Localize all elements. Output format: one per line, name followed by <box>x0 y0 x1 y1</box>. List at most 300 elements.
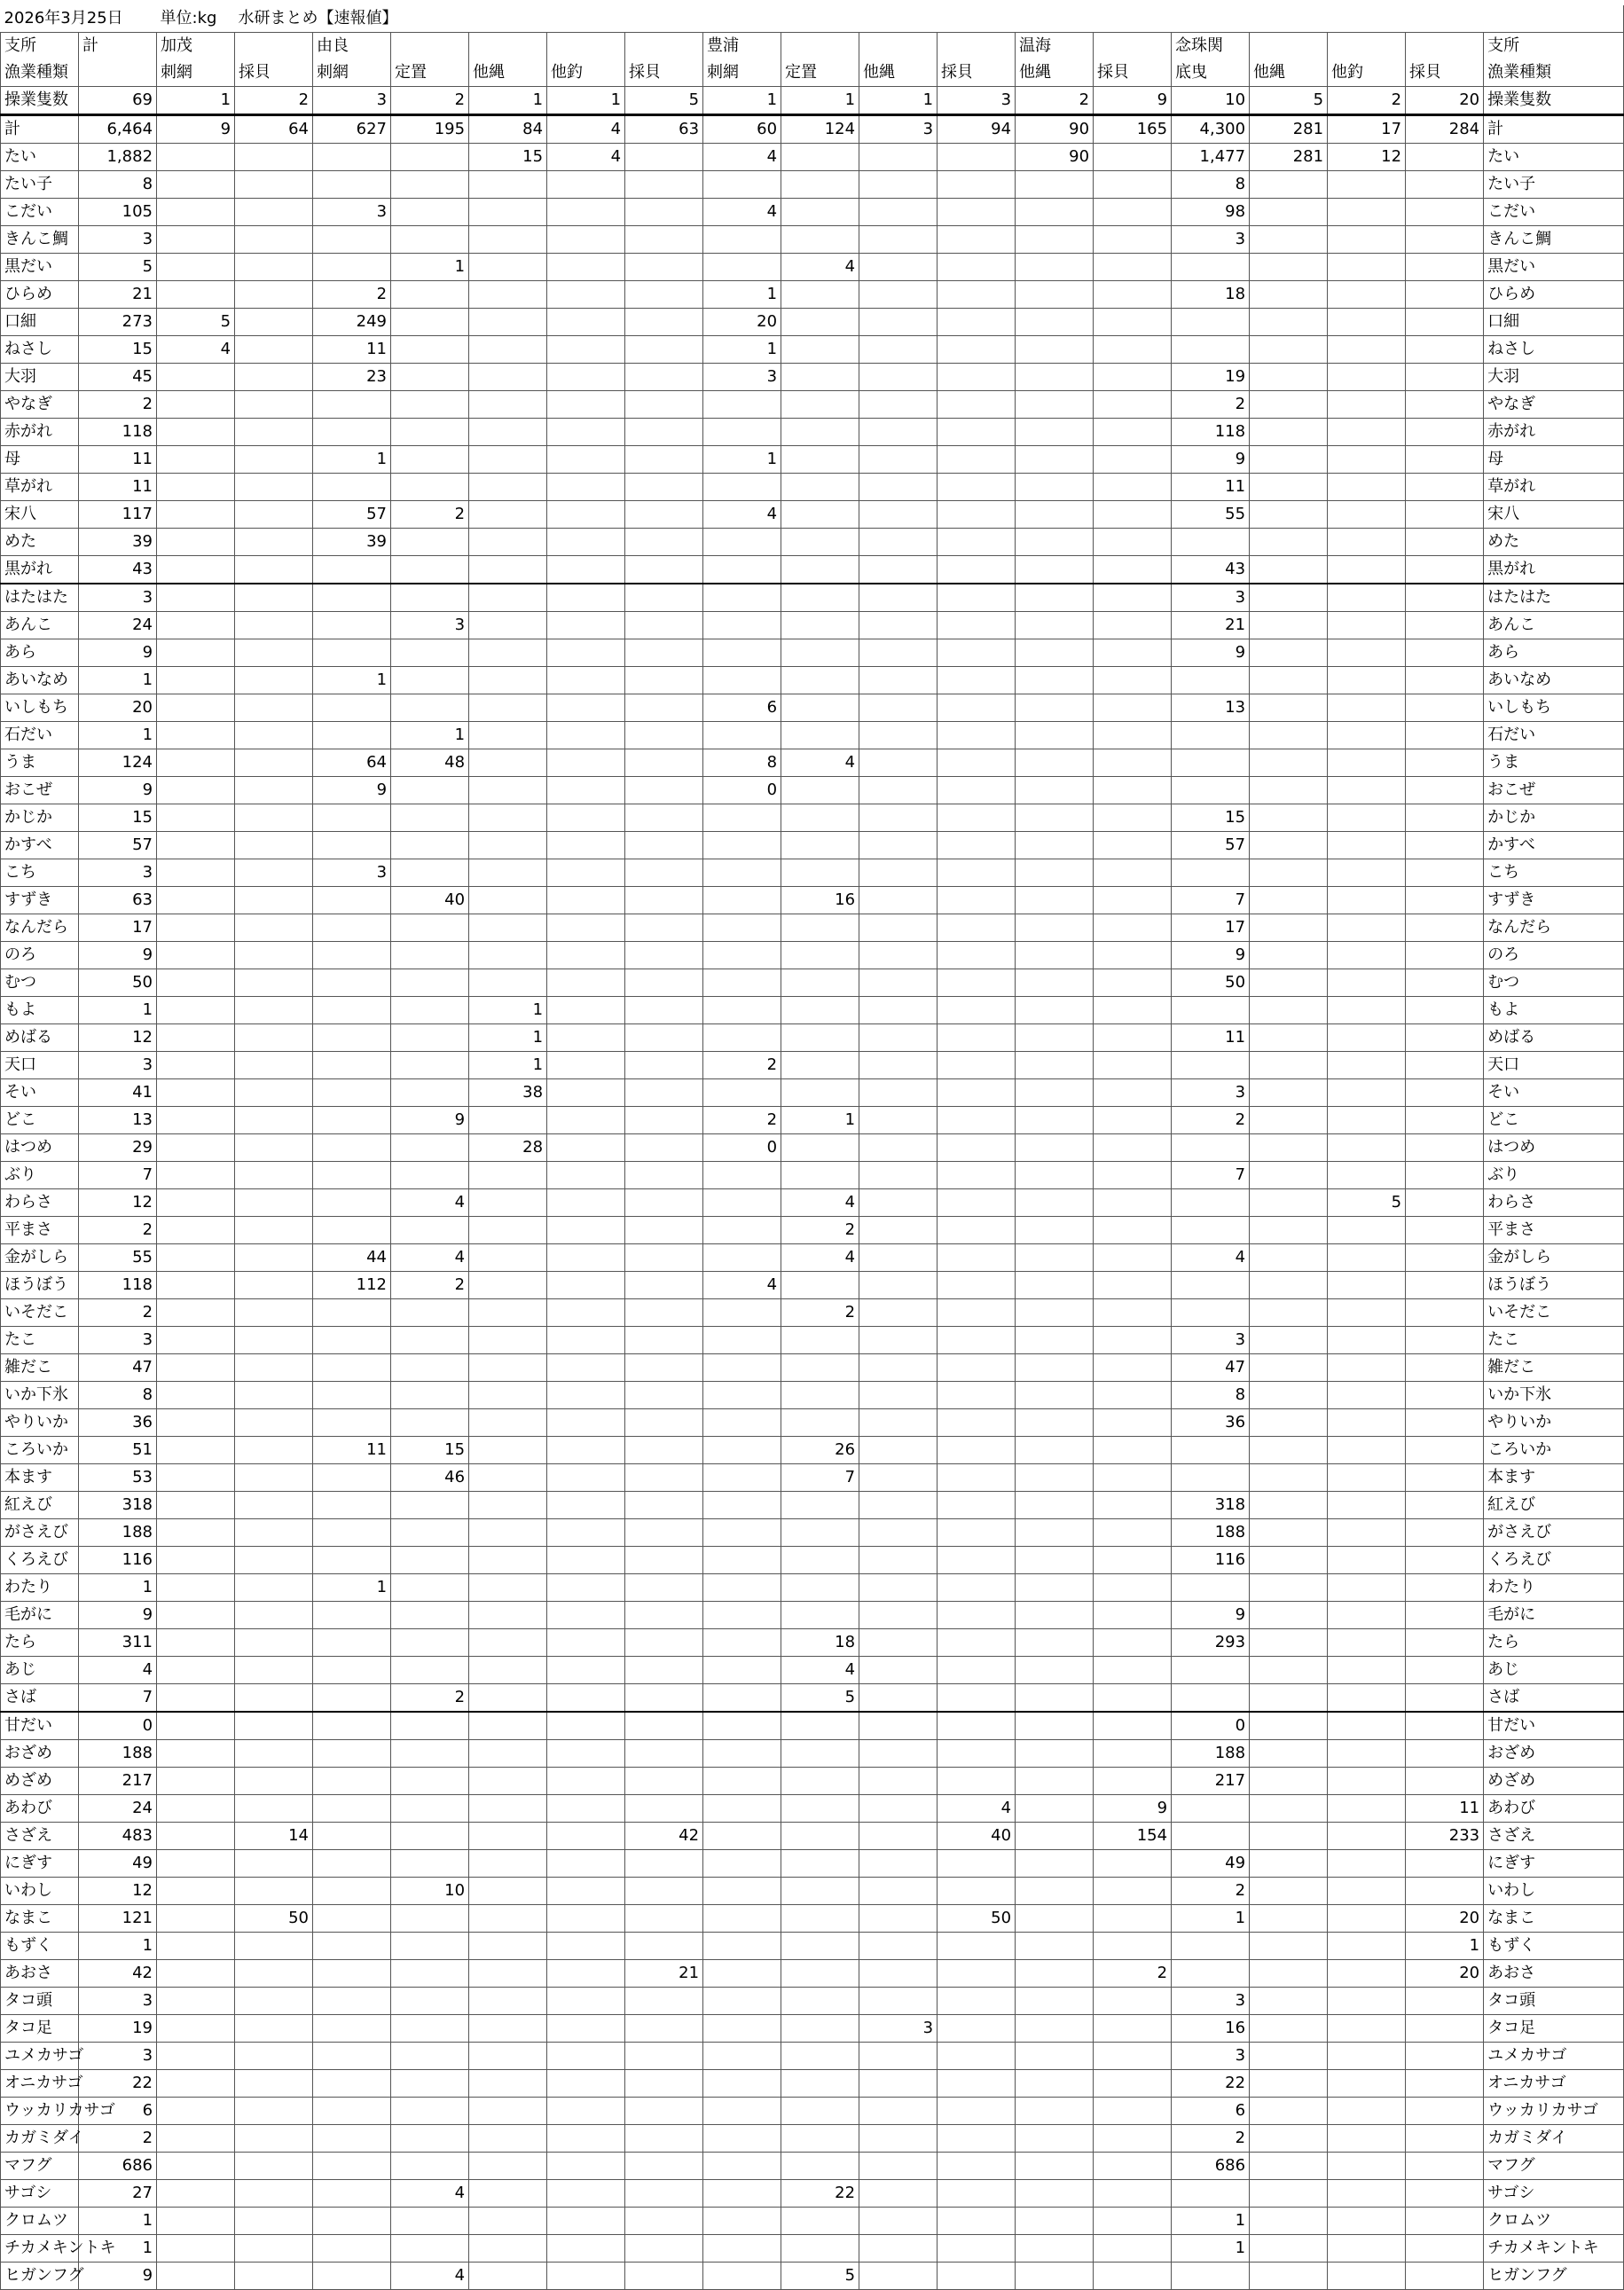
catch-value <box>1094 1107 1172 1134</box>
catch-value <box>781 1519 859 1547</box>
species-row <box>1 1382 1624 1409</box>
catch-value <box>859 914 938 942</box>
catch-value <box>781 446 859 474</box>
catch-value <box>938 1024 1016 1052</box>
catch-value <box>859 804 938 832</box>
catch-value <box>703 1382 781 1409</box>
species-name: 赤がれ <box>1 419 79 446</box>
catch-value <box>1328 364 1406 391</box>
species-name: 母 <box>1 446 79 474</box>
catch-value <box>1406 1492 1484 1519</box>
catch-value <box>859 2043 938 2070</box>
catch-value <box>1250 1079 1328 1107</box>
catch-value <box>1328 1299 1406 1327</box>
catch-value <box>703 1768 781 1795</box>
species-row <box>1 1547 1624 1574</box>
catch-value <box>703 1878 781 1905</box>
catch-value <box>703 1492 781 1519</box>
catch-value <box>469 1629 547 1657</box>
catch-value <box>157 1519 235 1547</box>
catch-value <box>157 2043 235 2070</box>
catch-value <box>781 419 859 446</box>
catch-value <box>469 1574 547 1602</box>
catch-value: 3 <box>79 859 157 887</box>
catch-value <box>859 1464 938 1492</box>
catch-value <box>859 226 938 254</box>
catch-value <box>1016 584 1094 612</box>
catch-value <box>625 529 703 556</box>
catch-value <box>781 529 859 556</box>
catch-value <box>703 171 781 199</box>
catch-value <box>235 1878 313 1905</box>
catch-value <box>469 199 547 226</box>
species-name: かすべ <box>1 832 79 859</box>
species-row <box>1 1657 1624 1684</box>
catch-value <box>703 722 781 749</box>
catch-value <box>1328 1740 1406 1768</box>
species-name: 大羽 <box>1 364 79 391</box>
catch-value <box>1094 694 1172 722</box>
catch-value <box>859 2263 938 2290</box>
catch-value <box>1094 1574 1172 1602</box>
species-name: あいなめ <box>1 667 79 694</box>
catch-value <box>1250 1740 1328 1768</box>
catch-value <box>1094 1519 1172 1547</box>
catch-value <box>859 694 938 722</box>
catch-value: 1 <box>391 254 469 281</box>
catch-value <box>625 914 703 942</box>
catch-value <box>469 1878 547 1905</box>
gear-type-cell: 採貝 <box>235 59 313 87</box>
catch-value <box>781 997 859 1024</box>
catch-value: 1,477 <box>1172 144 1250 171</box>
catch-value <box>703 1933 781 1960</box>
catch-value: 10 <box>391 1878 469 1905</box>
species-name: こち <box>1 859 79 887</box>
catch-value <box>469 1657 547 1684</box>
catch-value <box>235 1850 313 1878</box>
catch-value <box>625 722 703 749</box>
catch-value <box>235 1024 313 1052</box>
catch-value: 2 <box>391 1684 469 1713</box>
species-row <box>1 859 1624 887</box>
catch-value <box>235 804 313 832</box>
species-name-right: めざめ <box>1484 1768 1624 1795</box>
species-name: めばる <box>1 1024 79 1052</box>
catch-value <box>1016 1052 1094 1079</box>
catch-value <box>1406 1574 1484 1602</box>
catch-value <box>859 501 938 529</box>
catch-value <box>938 1602 1016 1629</box>
catch-value <box>781 942 859 969</box>
catch-value <box>781 2070 859 2098</box>
catch-value <box>1328 832 1406 859</box>
total-value: 4,300 <box>1172 115 1250 144</box>
catch-value <box>859 1244 938 1272</box>
catch-value <box>1172 1134 1250 1162</box>
catch-value: 0 <box>703 777 781 804</box>
species-name-right: さざえ <box>1484 1823 1624 1850</box>
catch-value <box>781 1024 859 1052</box>
catch-value: 217 <box>1172 1768 1250 1795</box>
species-row <box>1 612 1624 639</box>
species-name: たい子 <box>1 171 79 199</box>
catch-value <box>391 1768 469 1795</box>
catch-value <box>235 2153 313 2180</box>
catch-value <box>1250 199 1328 226</box>
catch-value <box>1016 1519 1094 1547</box>
catch-value <box>235 2125 313 2153</box>
gear-type-cell: 採貝 <box>938 59 1016 87</box>
catch-value <box>1406 1217 1484 1244</box>
catch-value <box>313 556 391 584</box>
catch-value <box>781 364 859 391</box>
catch-value <box>157 1547 235 1574</box>
gear-type-cell: 定置 <box>391 59 469 87</box>
species-row <box>1 501 1624 529</box>
catch-value <box>313 832 391 859</box>
catch-value <box>391 2153 469 2180</box>
catch-value <box>1328 942 1406 969</box>
catch-value <box>625 2235 703 2263</box>
catch-value <box>313 1547 391 1574</box>
catch-value <box>547 1657 625 1684</box>
catch-value <box>703 1519 781 1547</box>
catch-value <box>1406 997 1484 1024</box>
catch-value <box>391 281 469 309</box>
catch-value <box>625 639 703 667</box>
catch-value <box>938 446 1016 474</box>
catch-value <box>1016 1795 1094 1823</box>
catch-value: 1 <box>781 1107 859 1134</box>
catch-value <box>469 1519 547 1547</box>
catch-value <box>1172 1437 1250 1464</box>
species-name: オニカサゴ <box>1 2070 79 2098</box>
catch-value <box>1016 1134 1094 1162</box>
species-name-right: 宋八 <box>1484 501 1624 529</box>
catch-value <box>625 1189 703 1217</box>
gear-type-cell: 刺網 <box>703 59 781 87</box>
species-row <box>1 804 1624 832</box>
catch-value <box>625 1712 703 1740</box>
catch-value <box>235 1382 313 1409</box>
catch-value <box>547 1217 625 1244</box>
catch-value <box>859 859 938 887</box>
catch-value <box>157 1052 235 1079</box>
species-name: ヒガンフグ <box>1 2263 79 2290</box>
species-name-right: のろ <box>1484 942 1624 969</box>
species-row <box>1 694 1624 722</box>
catch-value <box>157 2125 235 2153</box>
catch-value <box>1016 2043 1094 2070</box>
catch-value: 293 <box>1172 1629 1250 1657</box>
catch-value <box>469 1795 547 1823</box>
species-name: むつ <box>1 969 79 997</box>
catch-value <box>938 1052 1016 1079</box>
catch-value <box>391 1712 469 1740</box>
catch-value <box>1172 1574 1250 1602</box>
catch-value <box>1250 281 1328 309</box>
catch-value: 2 <box>781 1299 859 1327</box>
catch-value <box>391 804 469 832</box>
species-name: チカメキントキ <box>1 2235 79 2263</box>
species-name: かじか <box>1 804 79 832</box>
catch-value <box>859 309 938 336</box>
catch-value: 9 <box>79 942 157 969</box>
species-row <box>1 722 1624 749</box>
species-name-right: おこぜ <box>1484 777 1624 804</box>
branch-header-row <box>1 33 1624 60</box>
catch-value: 3 <box>1172 1079 1250 1107</box>
catch-value <box>938 529 1016 556</box>
catch-value: 0 <box>1172 1712 1250 1740</box>
catch-value: 13 <box>1172 694 1250 722</box>
catch-value <box>1250 1437 1328 1464</box>
ops-value: 69 <box>79 87 157 115</box>
catch-value <box>547 529 625 556</box>
catch-value <box>469 2125 547 2153</box>
catch-value <box>1094 1162 1172 1189</box>
catch-value <box>938 144 1016 171</box>
catch-value <box>157 2208 235 2235</box>
catch-value <box>547 364 625 391</box>
catch-value <box>1406 1052 1484 1079</box>
species-row <box>1 1299 1624 1327</box>
catch-value: 21 <box>79 281 157 309</box>
catch-value: 3 <box>1172 584 1250 612</box>
catch-value <box>859 887 938 914</box>
catch-value <box>781 1547 859 1574</box>
catch-value <box>157 2015 235 2043</box>
species-name: もよ <box>1 997 79 1024</box>
catch-value <box>1016 1850 1094 1878</box>
catch-value <box>235 1768 313 1795</box>
catch-value <box>547 501 625 529</box>
catch-value <box>703 1409 781 1437</box>
catch-value: 2 <box>313 281 391 309</box>
catch-value <box>1094 2043 1172 2070</box>
catch-value: 20 <box>1406 1960 1484 1988</box>
catch-value <box>469 226 547 254</box>
catch-value <box>1250 501 1328 529</box>
catch-value <box>1016 1768 1094 1795</box>
catch-value <box>625 1134 703 1162</box>
catch-value <box>157 859 235 887</box>
species-name-right: 金がしら <box>1484 1244 1624 1272</box>
catch-value: 11 <box>313 1437 391 1464</box>
catch-value <box>1406 1712 1484 1740</box>
catch-value <box>1406 336 1484 364</box>
catch-value <box>1094 1768 1172 1795</box>
catch-value <box>938 1629 1016 1657</box>
catch-value: 318 <box>79 1492 157 1519</box>
species-name-right: クロムツ <box>1484 2208 1624 2235</box>
catch-value: 11 <box>79 446 157 474</box>
catch-value: 5 <box>157 309 235 336</box>
catch-value <box>1250 1795 1328 1823</box>
catch-value <box>469 1905 547 1933</box>
catch-value <box>1328 1657 1406 1684</box>
catch-value: 1 <box>79 2208 157 2235</box>
catch-value <box>625 1602 703 1629</box>
catch-value <box>313 639 391 667</box>
species-name: いわし <box>1 1878 79 1905</box>
catch-value <box>1328 1684 1406 1713</box>
catch-value <box>703 914 781 942</box>
catch-value <box>1328 281 1406 309</box>
catch-value <box>235 1272 313 1299</box>
catch-value <box>157 887 235 914</box>
total-value: 3 <box>859 115 938 144</box>
catch-value <box>547 722 625 749</box>
catch-value <box>547 667 625 694</box>
catch-value: 42 <box>625 1823 703 1850</box>
catch-value <box>391 446 469 474</box>
catch-value <box>469 556 547 584</box>
catch-value <box>1172 1684 1250 1713</box>
catch-value <box>313 1217 391 1244</box>
catch-value <box>1016 722 1094 749</box>
catch-value <box>1016 2235 1094 2263</box>
catch-value <box>859 1905 938 1933</box>
catch-value <box>703 2263 781 2290</box>
catch-value <box>391 171 469 199</box>
catch-value: 8 <box>79 171 157 199</box>
catch-value <box>313 1712 391 1740</box>
catch-value <box>1406 1657 1484 1684</box>
species-name: いか下氷 <box>1 1382 79 1409</box>
catch-value <box>859 254 938 281</box>
catch-value <box>313 2070 391 2098</box>
species-row <box>1 1464 1624 1492</box>
catch-value <box>1406 391 1484 419</box>
catch-value <box>1094 281 1172 309</box>
catch-value <box>157 639 235 667</box>
catch-value <box>235 584 313 612</box>
catch-value: 11 <box>1406 1795 1484 1823</box>
species-name-right: ひらめ <box>1484 281 1624 309</box>
catch-value <box>1328 1795 1406 1823</box>
catch-value: 4 <box>781 1657 859 1684</box>
catch-value: 2 <box>1172 391 1250 419</box>
catch-value: 8 <box>1172 171 1250 199</box>
catch-value <box>625 281 703 309</box>
catch-value <box>547 639 625 667</box>
catch-value <box>1406 1878 1484 1905</box>
catch-value <box>859 667 938 694</box>
catch-value: 55 <box>1172 501 1250 529</box>
catch-value: 2 <box>79 1217 157 1244</box>
catch-value <box>1016 1217 1094 1244</box>
catch-value <box>313 584 391 612</box>
catch-value <box>157 391 235 419</box>
catch-value <box>1328 446 1406 474</box>
catch-value: 20 <box>703 309 781 336</box>
catch-value <box>157 722 235 749</box>
catch-value: 9 <box>79 2263 157 2290</box>
catch-value <box>625 1492 703 1519</box>
catch-value <box>1406 226 1484 254</box>
catch-value <box>859 529 938 556</box>
catch-value <box>235 226 313 254</box>
catch-value <box>547 804 625 832</box>
species-name: めざめ <box>1 1768 79 1795</box>
catch-value <box>781 1905 859 1933</box>
catch-value <box>1250 556 1328 584</box>
catch-value <box>781 722 859 749</box>
species-row <box>1 1244 1624 1272</box>
catch-value <box>157 1437 235 1464</box>
catch-value <box>1328 914 1406 942</box>
catch-value: 28 <box>469 1134 547 1162</box>
catch-value <box>703 1960 781 1988</box>
catch-value <box>625 556 703 584</box>
catch-value <box>703 556 781 584</box>
catch-value <box>625 1574 703 1602</box>
species-name-right: ぶり <box>1484 1162 1624 1189</box>
catch-value <box>235 887 313 914</box>
catch-value <box>391 1519 469 1547</box>
catch-value <box>781 1327 859 1354</box>
catch-value <box>1016 1547 1094 1574</box>
catch-value <box>469 749 547 777</box>
gear-type-cell: 他縄 <box>469 59 547 87</box>
catch-value: 46 <box>391 1464 469 1492</box>
species-name-right: くろえび <box>1484 1547 1624 1574</box>
catch-value: 15 <box>79 336 157 364</box>
species-row <box>1 171 1624 199</box>
catch-value: 3 <box>79 584 157 612</box>
catch-value <box>1172 859 1250 887</box>
catch-value: 22 <box>79 2070 157 2098</box>
catch-value <box>157 1189 235 1217</box>
species-name: うま <box>1 749 79 777</box>
catch-value <box>313 1988 391 2015</box>
catch-value: 4 <box>79 1657 157 1684</box>
catch-value <box>235 144 313 171</box>
catch-value <box>938 2153 1016 2180</box>
catch-value <box>625 254 703 281</box>
catch-value <box>391 694 469 722</box>
catch-value: 2 <box>391 1272 469 1299</box>
catch-value <box>391 2070 469 2098</box>
catch-value <box>469 1272 547 1299</box>
catch-value: 4 <box>391 2180 469 2208</box>
catch-value <box>469 1162 547 1189</box>
catch-value <box>1406 2208 1484 2235</box>
catch-value <box>547 694 625 722</box>
catch-value <box>157 281 235 309</box>
catch-value <box>703 1464 781 1492</box>
catch-value <box>313 2125 391 2153</box>
species-name: 宋八 <box>1 501 79 529</box>
catch-value <box>1016 1574 1094 1602</box>
catch-value <box>1250 777 1328 804</box>
catch-value <box>938 1768 1016 1795</box>
catch-value <box>938 1299 1016 1327</box>
species-name: わらさ <box>1 1189 79 1217</box>
catch-value <box>1016 1272 1094 1299</box>
species-row <box>1 144 1624 171</box>
catch-value <box>1094 2125 1172 2153</box>
catch-value <box>235 1244 313 1272</box>
catch-value <box>547 1437 625 1464</box>
catch-value <box>469 722 547 749</box>
catch-value <box>469 2043 547 2070</box>
branch-yura: 由良 <box>313 33 391 60</box>
species-name: 黒がれ <box>1 556 79 584</box>
catch-value <box>1328 1712 1406 1740</box>
